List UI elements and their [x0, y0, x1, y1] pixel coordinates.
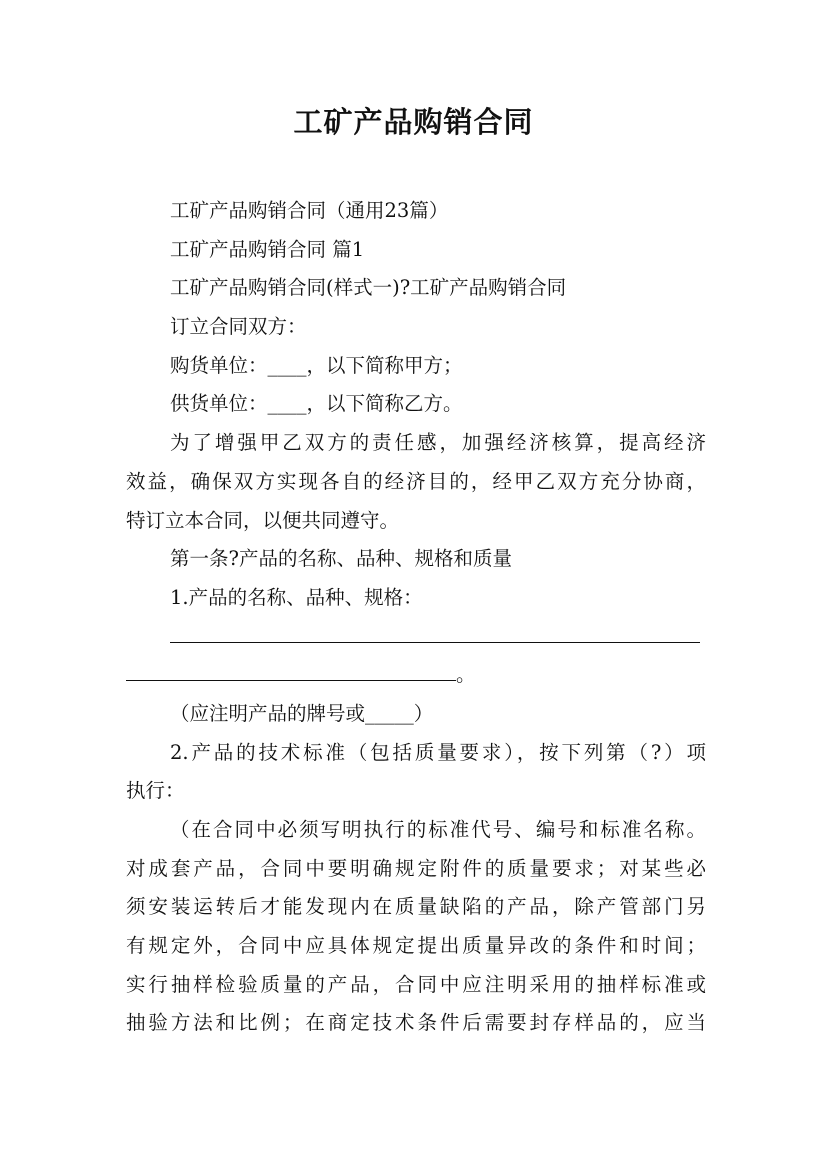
paragraph-line: 第一条?产品的名称、品种、规格和质量 — [170, 547, 512, 571]
document-title: 工矿产品购销合同 — [293, 105, 534, 139]
paragraph-line: 特订立本合同，以便共同遵守。 — [126, 508, 400, 532]
paragraph-line: 有规定外，合同中应具体规定提出质量异改的条件和时间； — [126, 934, 706, 958]
paragraph-line: 购货单位：____，以下简称甲方； — [170, 353, 463, 377]
paragraph-line: 工矿产品购销合同（通用23篇） — [170, 199, 449, 222]
period-mark: 。 — [456, 663, 476, 687]
paragraph-line: 效益，确保双方实现各自的经济目的，经甲乙双方充分协商， — [126, 469, 706, 493]
paragraph-line: （在合同中必须写明执行的标准代号、编号和标准名称。 — [170, 818, 706, 841]
paragraph-line: 工矿产品购销合同 篇1 — [170, 237, 365, 261]
paragraph-line: 工矿产品购销合同(样式一)?工矿产品购销合同 — [170, 276, 567, 300]
paragraph-line: 须安装运转后才能发现内在质量缺陷的产品，除产管部门另 — [126, 895, 706, 919]
blank-fill-line — [126, 656, 706, 695]
paragraph-line: 订立合同双方： — [170, 315, 307, 339]
paragraph-line: 1.产品的名称、品种、规格： — [170, 585, 423, 609]
paragraph-line: 抽验方法和比例；在商定技术条件后需要封存样品的，应当 — [126, 1011, 706, 1035]
blank-fill-line — [126, 618, 706, 657]
blank-underline — [170, 624, 700, 643]
paragraph-line: 2.产品的技术标准（包括质量要求），按下列第（?）项 — [170, 740, 706, 764]
blank-underline — [126, 662, 456, 681]
paragraph-line: 为了增强甲乙双方的责任感，加强经济核算，提高经济 — [170, 431, 706, 455]
paragraph-line: 供货单位：____，以下简称乙方。 — [170, 392, 463, 416]
paragraph-line: 执行： — [126, 779, 185, 803]
document-body — [126, 192, 706, 1043]
paragraph-line: 实行抽样检验质量的产品，合同中应注明采用的抽样标准或 — [126, 972, 706, 996]
paragraph-line: （应注明产品的牌号或_____） — [170, 701, 434, 725]
paragraph-line: 对成套产品，合同中要明确规定附件的质量要求；对某些必 — [126, 856, 706, 880]
